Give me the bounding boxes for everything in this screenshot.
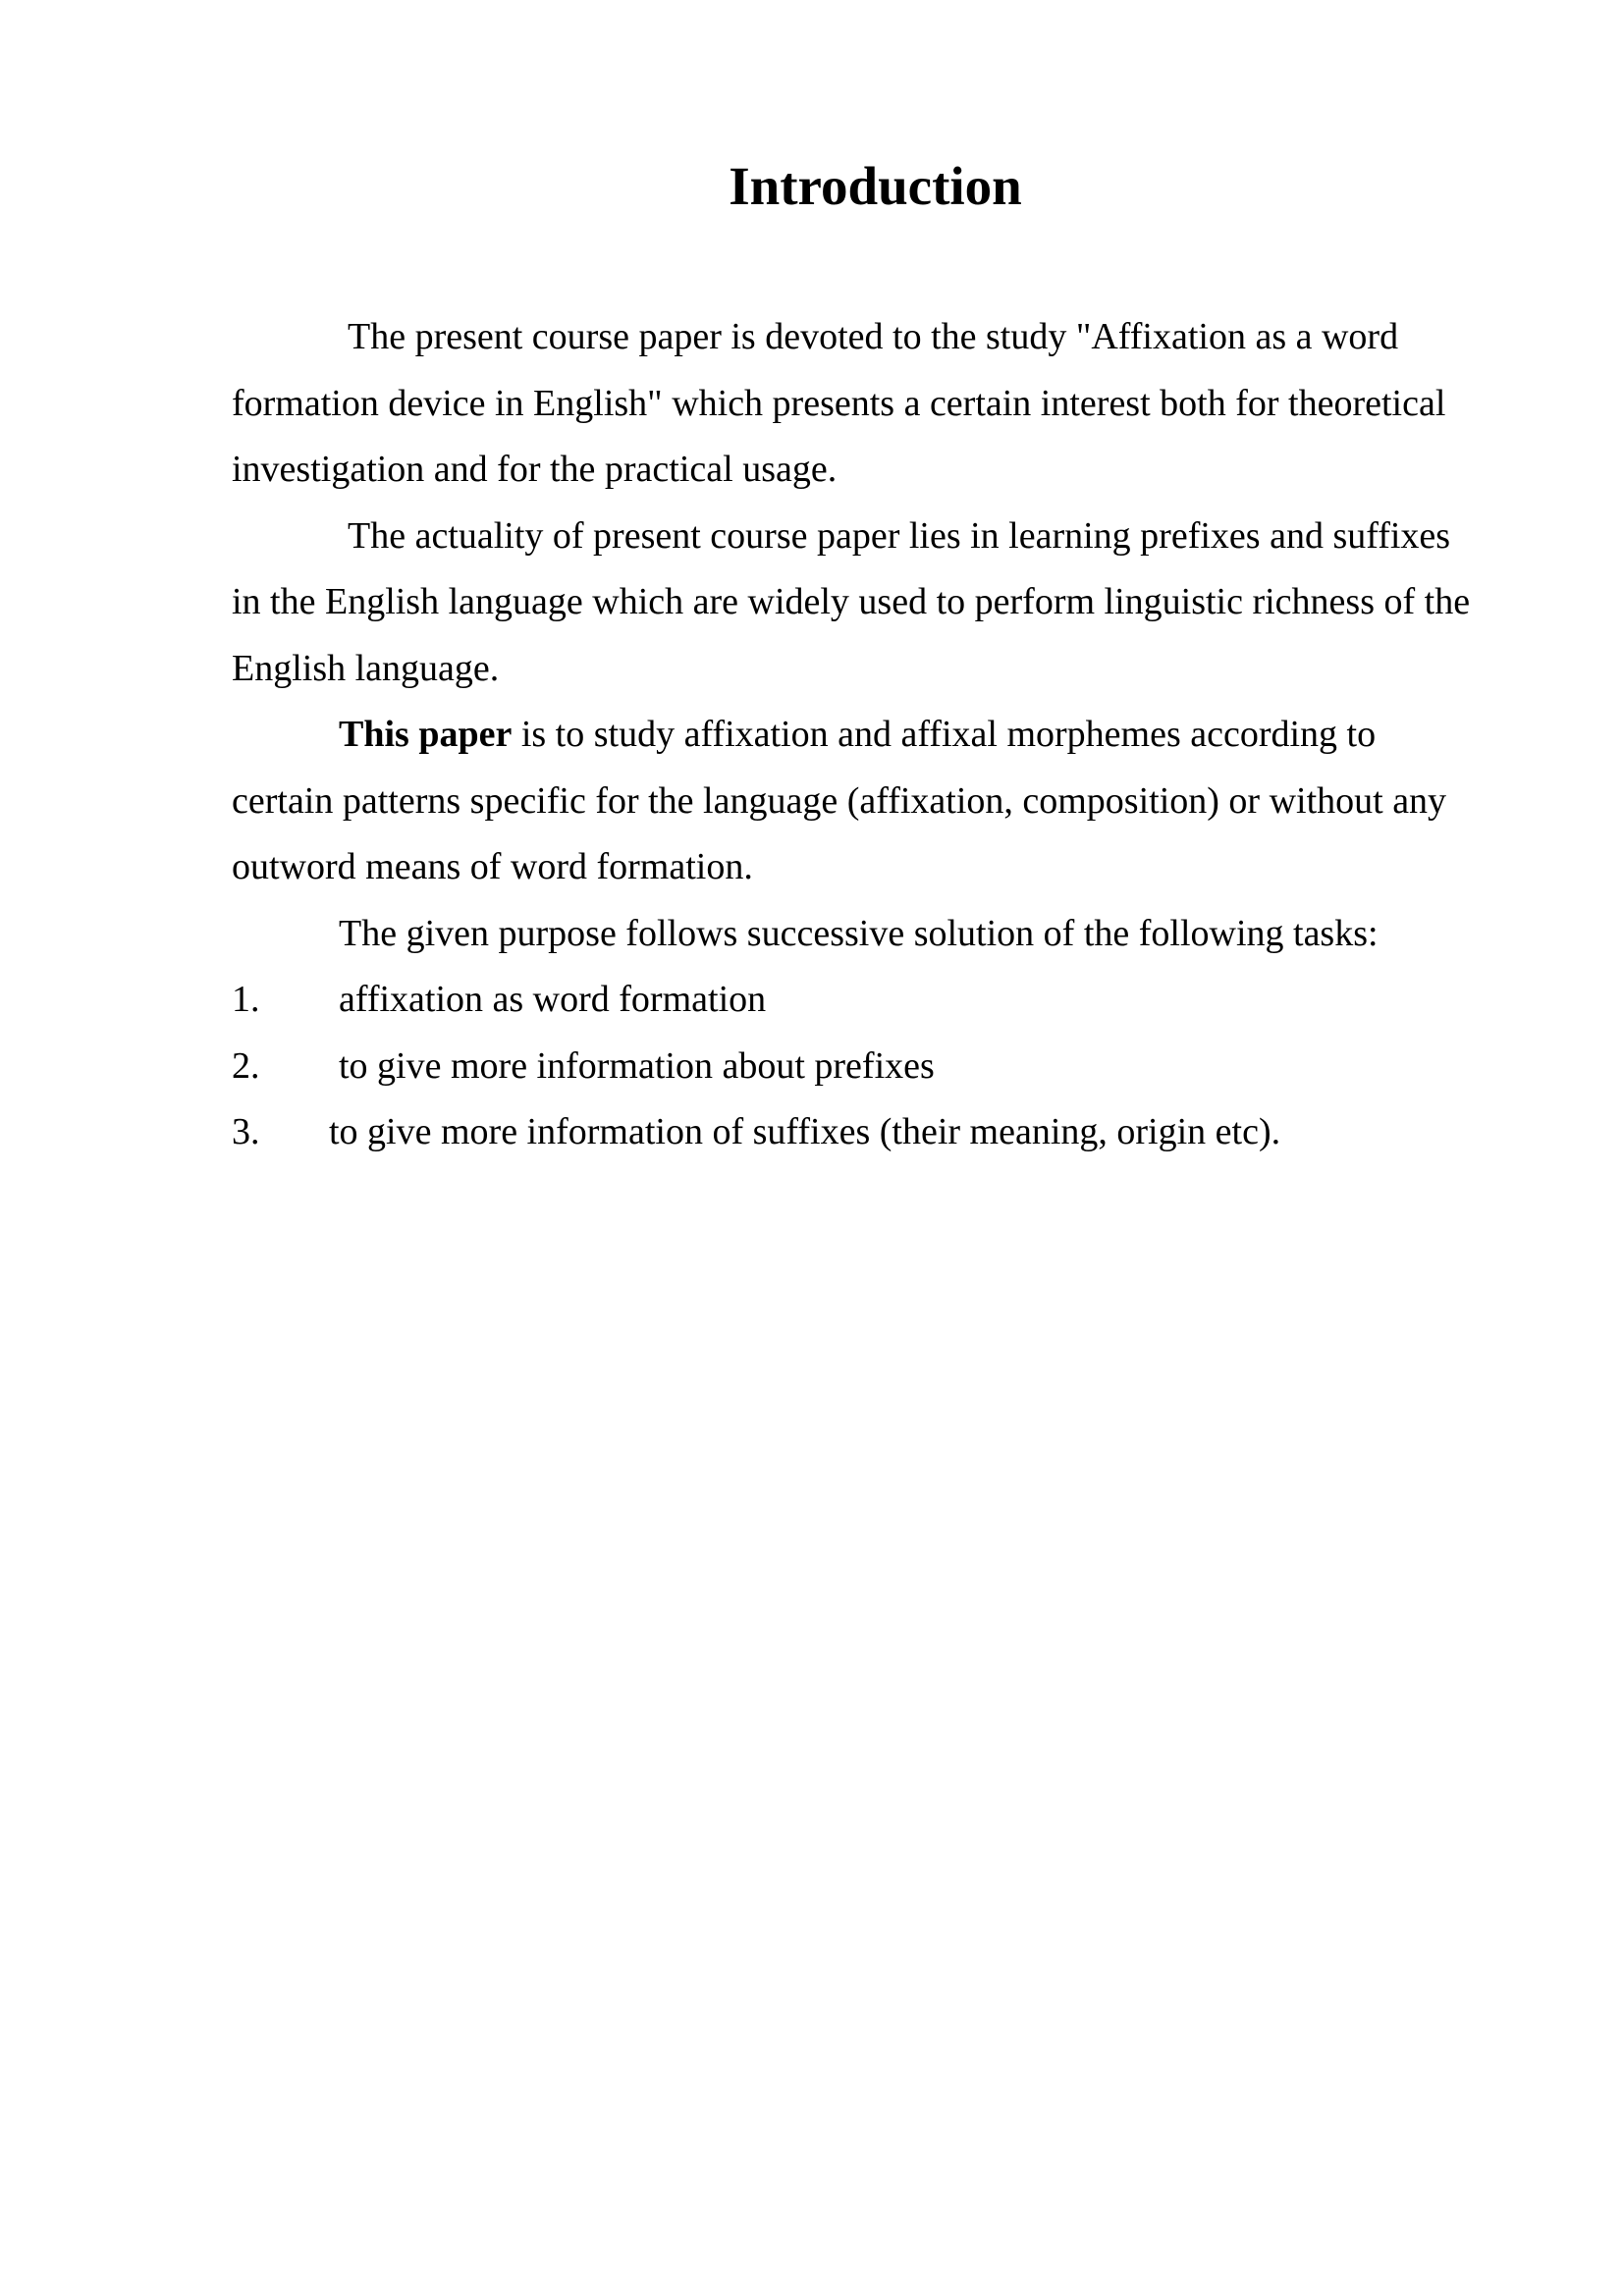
list-item-text: to give more information of suffixes (their meaning, origin etc). bbox=[329, 1111, 1281, 1152]
paragraph-line: The present course paper is devoted to the study "Affixation as a word bbox=[348, 316, 1399, 357]
paragraph-aim bbox=[232, 702, 1508, 901]
paragraph-actuality bbox=[232, 504, 1508, 703]
list-number: 3. bbox=[232, 1111, 260, 1152]
paragraph-line: outword means of word formation. bbox=[232, 846, 753, 887]
paragraph-line: investigation and for the practical usage. bbox=[232, 449, 838, 490]
list-item bbox=[232, 1034, 1508, 1100]
paragraph-line-rest: is to study affixation and affixal morphemes according to bbox=[512, 714, 1377, 755]
page-title: Introduction bbox=[729, 156, 1022, 216]
paragraph-line: The given purpose follows successive solution of the following tasks: bbox=[339, 912, 1379, 954]
list-item bbox=[232, 967, 1508, 1034]
list-item-text: to give more information about prefixes bbox=[339, 1044, 935, 1087]
paragraph-line bbox=[232, 702, 1508, 769]
paragraph-line: The actuality of present course paper lies in learning prefixes and suffixes bbox=[348, 514, 1451, 557]
list-item bbox=[232, 1099, 1508, 1166]
list-number: 1. bbox=[232, 979, 260, 1020]
list-item-text: affixation as word formation bbox=[339, 979, 767, 1020]
bold-lead-text: This paper bbox=[339, 714, 513, 755]
paragraph-line: certain patterns specific for the language (affixation, composition) or without any bbox=[232, 779, 1447, 822]
paragraph-line: in the English language which are widely used to perform linguistic richness of the bbox=[232, 581, 1471, 622]
document-body bbox=[232, 304, 1508, 1166]
paragraph-topic bbox=[232, 304, 1508, 504]
task-list bbox=[232, 967, 1508, 1166]
paragraph-line: formation device in English" which presents a certain interest both for theoretical bbox=[232, 382, 1446, 424]
list-number: 2. bbox=[232, 1044, 260, 1087]
paragraph-purpose bbox=[232, 901, 1508, 968]
paragraph-line: English language. bbox=[232, 647, 500, 689]
